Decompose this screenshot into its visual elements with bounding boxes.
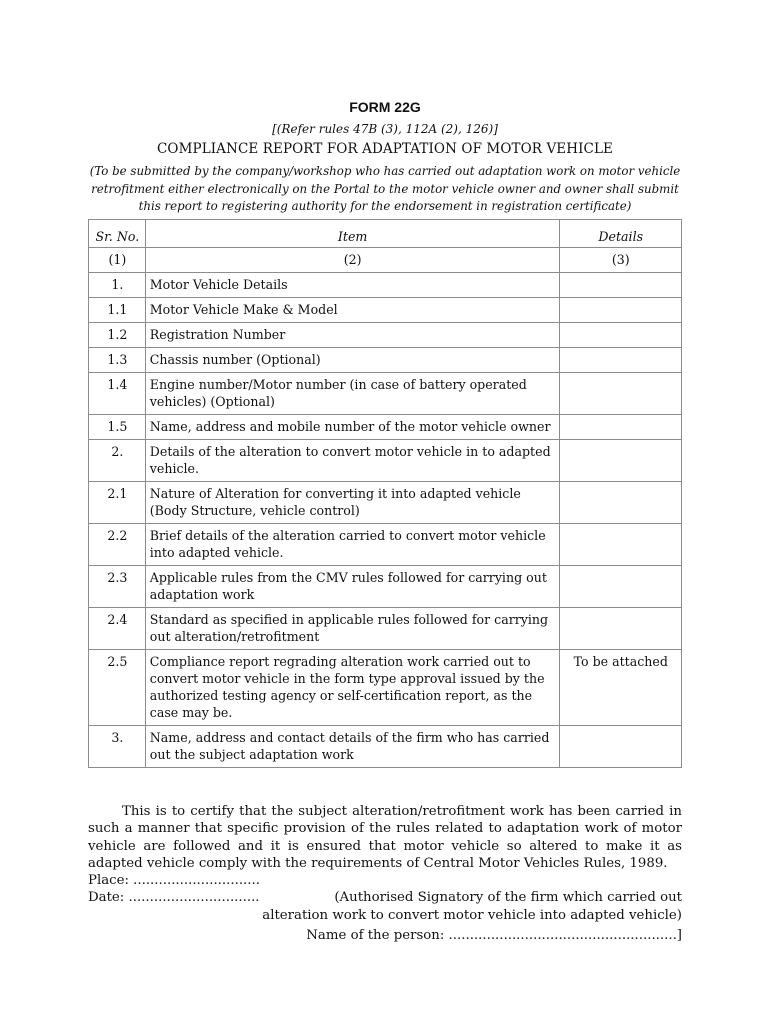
subheader-2: (2)	[145, 248, 559, 273]
compliance-table	[88, 219, 682, 768]
row-details	[559, 273, 682, 298]
row-item: Standard as specified in applicable rules followed for carrying out alteration/retrofitment	[145, 608, 559, 650]
certification-block	[88, 803, 682, 944]
row-sr-no: 2.4	[89, 608, 146, 650]
subheader-1: (1)	[89, 248, 146, 273]
table-row	[89, 373, 682, 415]
signatory-line-1: (Authorised Signatory of the firm which carried out	[334, 890, 682, 906]
row-details	[559, 298, 682, 323]
table-row	[89, 415, 682, 440]
form-number: FORM 22G	[349, 99, 421, 115]
row-sr-no: 1.1	[89, 298, 146, 323]
row-details	[559, 608, 682, 650]
row-sr-no: 2.5	[89, 650, 146, 726]
row-sr-no: 2.1	[89, 482, 146, 524]
table-row	[89, 650, 682, 726]
row-item: Nature of Alteration for converting it into adapted vehicle (Body Structure, vehicle control)	[145, 482, 559, 524]
row-item: Brief details of the alteration carried to convert motor vehicle into adapted vehicle.	[145, 524, 559, 566]
row-details	[559, 415, 682, 440]
table-row	[89, 298, 682, 323]
row-sr-no: 2.3	[89, 566, 146, 608]
table-row	[89, 726, 682, 768]
table-row	[89, 608, 682, 650]
row-sr-no: 2.2	[89, 524, 146, 566]
place-line: Place: ..............................	[88, 873, 260, 889]
rule-reference: [(Refer rules 47B (3), 112A (2), 126)]	[272, 122, 498, 136]
row-sr-no: 1.2	[89, 323, 146, 348]
table-header-row	[89, 220, 682, 248]
row-details: To be attached	[559, 650, 682, 726]
table-subheader-row	[89, 248, 682, 273]
row-item: Applicable rules from the CMV rules followed for carrying out adaptation work	[145, 566, 559, 608]
header-item: Item	[145, 220, 559, 248]
certification-text: This is to certify that the subject alteration/retrofitment work has been carried in such a manner that specific provision of the rules related to adaptation work of motor vehicle are followed and it is ensured that motor vehicle so altered to make it as adapted vehicle comply with the requirements of Central Motor Vehicles Rules, 1989.	[88, 804, 682, 871]
submission-note: (To be submitted by the company/workshop who has carried out adaptation work on motor vehicle retrofitment either electronically on the Portal to the motor vehicle owner and owner shall submit this report to registering authority for the endorsement in registration certificate)	[89, 164, 681, 213]
row-item: Motor Vehicle Details	[145, 273, 559, 298]
row-sr-no: 1.3	[89, 348, 146, 373]
row-item: Name, address and mobile number of the motor vehicle owner	[145, 415, 559, 440]
table-row	[89, 273, 682, 298]
row-item: Name, address and contact details of the firm who has carried out the subject adaptation work	[145, 726, 559, 768]
row-details	[559, 566, 682, 608]
row-sr-no: 2.	[89, 440, 146, 482]
row-details	[559, 482, 682, 524]
row-item: Chassis number (Optional)	[145, 348, 559, 373]
header-sr-no: Sr. No.	[89, 220, 146, 248]
row-details	[559, 323, 682, 348]
date-line: Date: ...............................	[88, 890, 260, 906]
row-sr-no: 3.	[89, 726, 146, 768]
document-title: COMPLIANCE REPORT FOR ADAPTATION OF MOTOR VEHICLE	[156, 141, 614, 157]
date-signatory-row	[88, 889, 682, 906]
table-body	[89, 273, 682, 768]
row-details	[559, 440, 682, 482]
table-row	[89, 524, 682, 566]
row-details	[559, 726, 682, 768]
row-sr-no: 1.4	[89, 373, 146, 415]
table-row	[89, 348, 682, 373]
row-sr-no: 1.5	[89, 415, 146, 440]
table-row	[89, 566, 682, 608]
row-item: Details of the alteration to convert motor vehicle in to adapted vehicle.	[145, 440, 559, 482]
subheader-3: (3)	[559, 248, 682, 273]
signatory-line-2: alteration work to convert motor vehicle into adapted vehicle)	[262, 907, 682, 923]
row-item: Compliance report regrading alteration work carried out to convert motor vehicle in the form type approval issued by the authorized testing agency or self-certification report, as the case may be.	[145, 650, 559, 726]
row-item: Registration Number	[145, 323, 559, 348]
row-details	[559, 373, 682, 415]
table-row	[89, 482, 682, 524]
row-item: Engine number/Motor number (in case of battery operated vehicles) (Optional)	[145, 373, 559, 415]
row-details	[559, 524, 682, 566]
row-details	[559, 348, 682, 373]
row-item: Motor Vehicle Make & Model	[145, 298, 559, 323]
table-row	[89, 440, 682, 482]
table-row	[89, 323, 682, 348]
row-sr-no: 1.	[89, 273, 146, 298]
header-details: Details	[559, 220, 682, 248]
name-of-person-line: Name of the person: ......................................................]	[306, 928, 682, 944]
